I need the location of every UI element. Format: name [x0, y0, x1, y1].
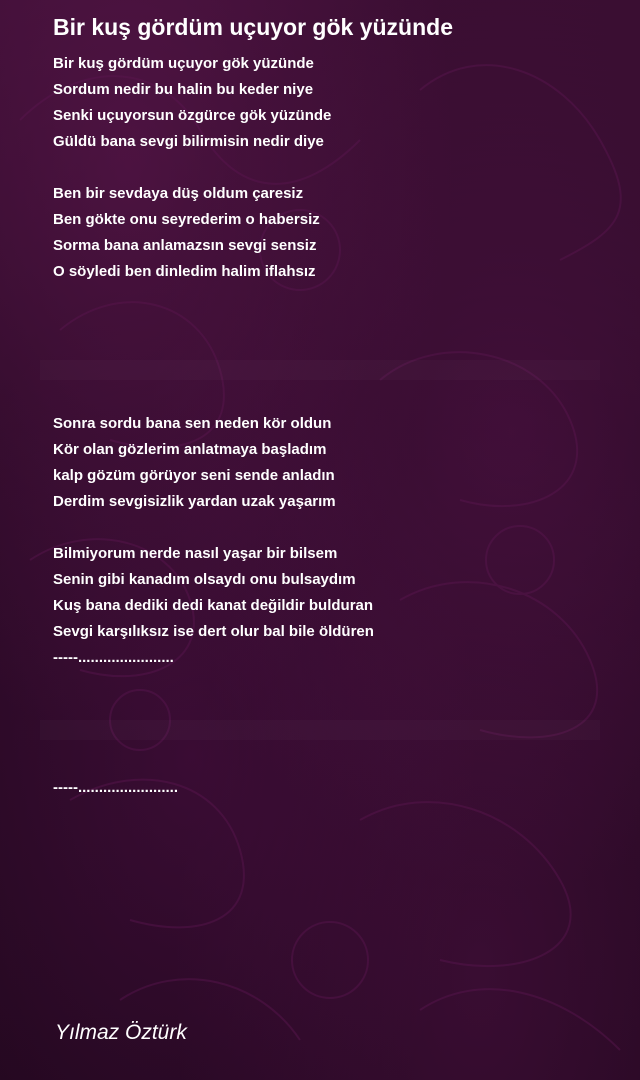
poem-line: Bir kuş gördüm uçuyor gök yüzünde [53, 55, 314, 72]
poem-author: Yılmaz Öztürk [55, 1021, 187, 1044]
stanza-1 [53, 51, 331, 155]
poem-separator: -----........................ [53, 779, 178, 796]
poem-line: Ben gökte onu seyrederim o habersiz [53, 211, 320, 228]
poem-line: Güldü bana sevgi bilirmisin nedir diye [53, 133, 324, 150]
poem-line: Kör olan gözlerim anlatmaya başladım [53, 441, 327, 458]
poem-line: O söyledi ben dinledim halim iflahsız [53, 263, 316, 280]
poem-line: Sonra sordu bana sen neden kör oldun [53, 415, 332, 432]
poem-line: kalp gözüm görüyor seni sende anladın [53, 467, 335, 484]
poem-line: Senki uçuyorsun özgürce gök yüzünde [53, 107, 332, 124]
poem-line: Ben bir sevdaya düş oldum çaresiz [53, 185, 304, 202]
poem-separator: -----....................... [53, 649, 174, 666]
stanza-3 [53, 411, 336, 515]
poem-line: Senin gibi kanadım olsaydı onu bulsaydım [53, 571, 356, 588]
stanza-5 [53, 775, 178, 801]
poem-line: Bilmiyorum nerde nasıl yaşar bir bilsem [53, 545, 338, 562]
poem-line: Kuş bana dediki dedi kanat değildir bulduran [53, 597, 374, 614]
stanza-4 [53, 541, 374, 671]
stanza-2 [53, 181, 320, 285]
poem-line: Sorma bana anlamazsın sevgi sensiz [53, 237, 317, 254]
background-band [40, 720, 600, 740]
poem-line: Derdim sevgisizlik yardan uzak yaşarım [53, 493, 336, 510]
poem-title: Bir kuş gördüm uçuyor gök yüzünde [53, 14, 453, 40]
background-band [40, 360, 600, 380]
poem-line: Sordum nedir bu halin bu keder niye [53, 81, 314, 98]
poem-line: Sevgi karşılıksız ise dert olur bal bile öldüren [53, 623, 374, 640]
